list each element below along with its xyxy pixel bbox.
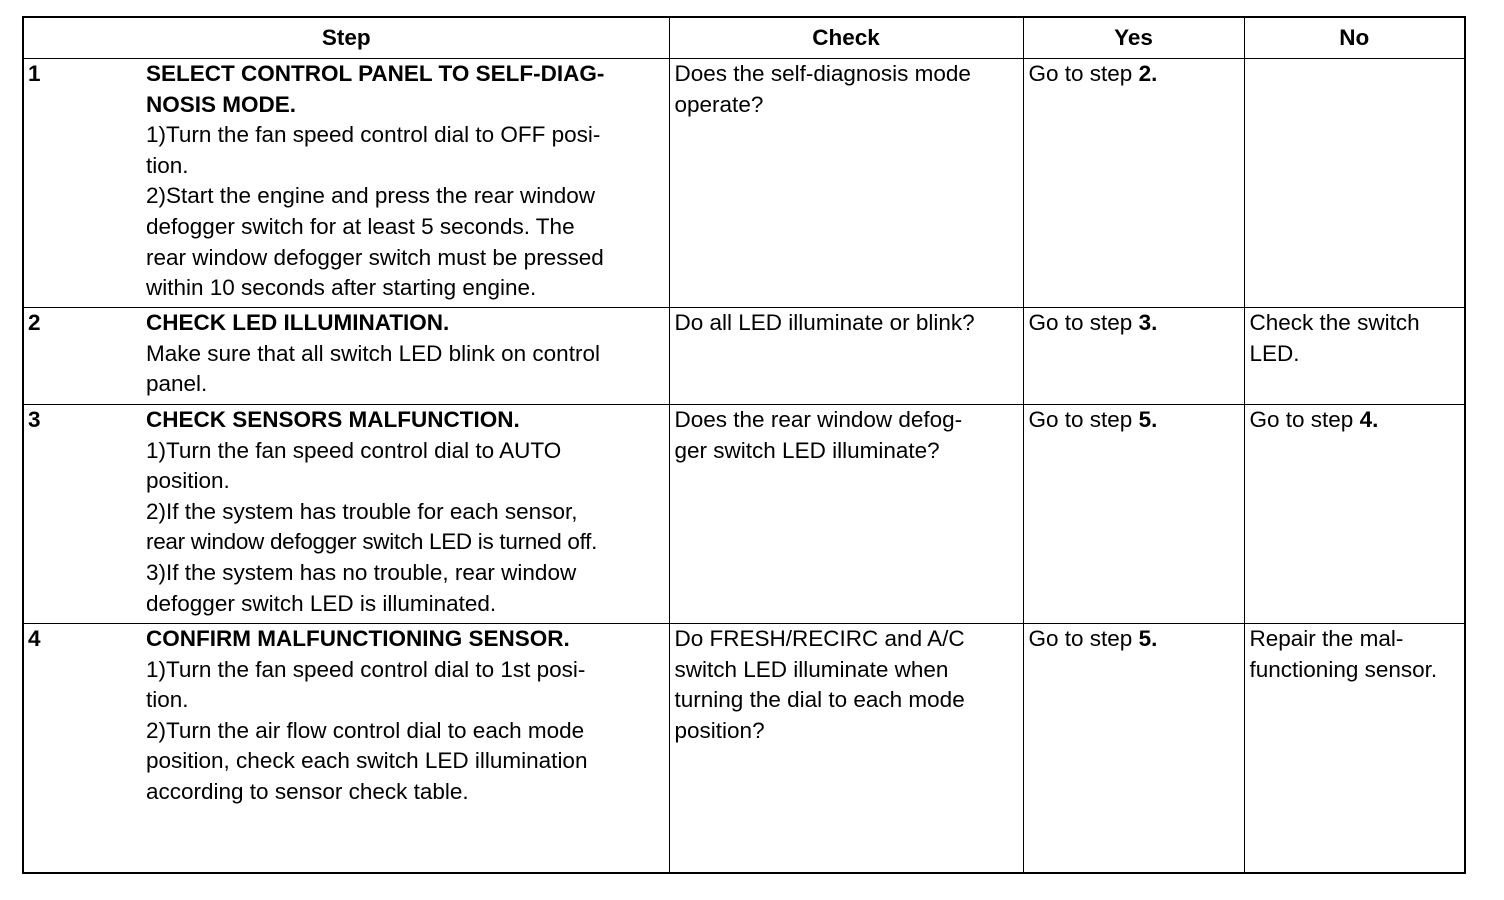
header-no: No (1244, 17, 1465, 59)
step-line: 1)Turn the fan speed control dial to AUTO (146, 437, 562, 463)
step-line: 3)If the system has no trouble, rear window (146, 559, 577, 585)
step-title: CHECK LED ILLUMINATION. (146, 310, 450, 335)
check-cell: Does the self-diagnosis mode operate? (669, 59, 1023, 308)
step-line: rear window defogger switch LED is turned off. (146, 529, 598, 555)
yes-cell: Go to step 5. (1023, 405, 1244, 624)
no-step-ref: 4. (1359, 407, 1379, 432)
step-line: position. (146, 468, 230, 494)
table-row (23, 59, 1465, 308)
step-line: position, check each switch LED illumination (146, 748, 588, 774)
yes-step-ref: 5. (1138, 626, 1158, 651)
step-description (144, 405, 669, 624)
check-cell: Do all LED illuminate or blink? (669, 308, 1023, 405)
header-yes: Yes (1023, 17, 1244, 59)
step-line: rear window defogger switch must be pressed (146, 244, 604, 270)
step-title: CHECK SENSORS MALFUNCTION. (146, 407, 520, 432)
step-number: 2 (23, 308, 144, 405)
step-line: tion. (146, 152, 189, 178)
step-line: tion. (146, 687, 189, 713)
step-line: according to sensor check table. (146, 778, 469, 804)
step-number: 1 (23, 59, 144, 308)
step-line: defogger switch for at least 5 seconds. The (146, 213, 575, 239)
table-row (23, 624, 1465, 874)
yes-cell: Go to step 3. (1023, 308, 1244, 405)
no-cell (1244, 59, 1465, 308)
step-line: 1)Turn the fan speed control dial to OFF posi- (146, 122, 601, 148)
no-cell: Check the switch LED. (1244, 308, 1465, 405)
yes-cell: Go to step 5. (1023, 624, 1244, 874)
header-step: Step (23, 17, 669, 59)
check-cell: Do FRESH/RECIRC and A/C switch LED illuminate when turning the dial to each mode position? (669, 624, 1023, 874)
step-number: 4 (23, 624, 144, 874)
step-line: within 10 seconds after starting engine. (146, 275, 537, 301)
diagnosis-table (22, 16, 1466, 874)
table-row (23, 405, 1465, 624)
step-title: SELECT CONTROL PANEL TO SELF-DIAG- NOSIS MODE. (146, 61, 605, 117)
step-line: 2)Turn the air flow control dial to each mode (146, 717, 585, 743)
step-description (144, 59, 669, 308)
step-line: 2)Start the engine and press the rear window (146, 183, 596, 209)
step-line: Make sure that all switch LED blink on control (146, 340, 600, 366)
table-header-row (23, 17, 1465, 59)
no-cell: Repair the mal- functioning sensor. (1244, 624, 1465, 874)
step-line: panel. (146, 371, 208, 397)
header-check: Check (669, 17, 1023, 59)
step-line: defogger switch LED is illuminated. (146, 590, 497, 616)
yes-step-ref: 5. (1138, 407, 1158, 432)
step-number: 3 (23, 405, 144, 624)
step-description (144, 308, 669, 405)
step-title: CONFIRM MALFUNCTIONING SENSOR. (146, 626, 570, 651)
yes-cell: Go to step 2. (1023, 59, 1244, 308)
step-line: 2)If the system has trouble for each sensor, (146, 498, 578, 524)
step-line: 1)Turn the fan speed control dial to 1st posi- (146, 656, 586, 682)
step-description (144, 624, 669, 874)
yes-step-ref: 2. (1138, 61, 1158, 86)
yes-step-ref: 3. (1138, 310, 1158, 335)
check-cell: Does the rear window defog- ger switch LED illuminate? (669, 405, 1023, 624)
no-cell: Go to step 4. (1244, 405, 1465, 624)
table-row (23, 308, 1465, 405)
